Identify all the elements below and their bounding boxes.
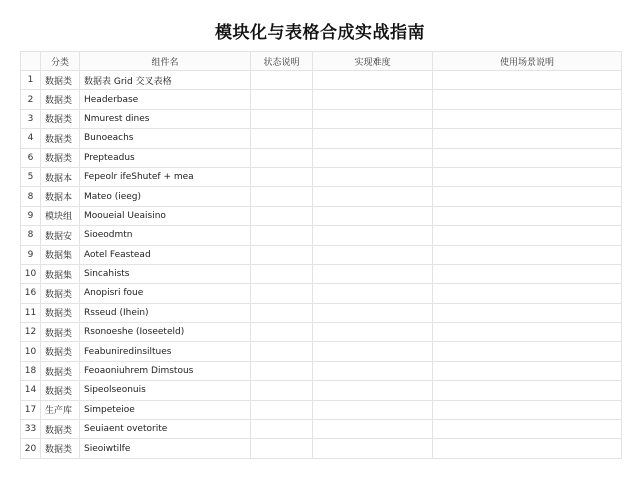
row-status-cell <box>251 264 313 283</box>
row-category: 数据类 <box>41 284 80 303</box>
row-difficulty-cell <box>313 323 433 342</box>
row-usage-cell <box>433 400 622 419</box>
row-component-name: Mateo (ieeg) <box>80 187 251 206</box>
row-difficulty-cell <box>313 439 433 458</box>
row-category: 数据类 <box>41 342 80 361</box>
row-difficulty-cell <box>313 381 433 400</box>
row-usage-cell <box>433 206 622 225</box>
row-number: 11 <box>21 303 41 322</box>
row-status-cell <box>251 109 313 128</box>
header-status: 状态说明 <box>251 52 313 71</box>
row-usage-cell <box>433 284 622 303</box>
row-status-cell <box>251 206 313 225</box>
row-status-cell <box>251 400 313 419</box>
row-usage-cell <box>433 245 622 264</box>
row-component-name: Feoaoniuhrem Dimstous <box>80 361 251 380</box>
row-difficulty-cell <box>313 148 433 167</box>
row-category: 数据集 <box>41 264 80 283</box>
row-difficulty-cell <box>313 245 433 264</box>
row-difficulty-cell <box>313 342 433 361</box>
row-component-name: Mooueial Ueaisino <box>80 206 251 225</box>
row-difficulty-cell <box>313 420 433 439</box>
row-number: 2 <box>21 90 41 109</box>
row-category: 数据类 <box>41 381 80 400</box>
row-difficulty-cell <box>313 284 433 303</box>
row-status-cell <box>251 420 313 439</box>
row-usage-cell <box>433 90 622 109</box>
row-usage-cell <box>433 187 622 206</box>
header-component-name: 组件名 <box>80 52 251 71</box>
row-number: 4 <box>21 129 41 148</box>
row-category: 数据安 <box>41 226 80 245</box>
row-status-cell <box>251 361 313 380</box>
row-difficulty-cell <box>313 187 433 206</box>
row-component-name: Prepteadus <box>80 148 251 167</box>
row-category: 数据集 <box>41 245 80 264</box>
row-category: 数据类 <box>41 148 80 167</box>
row-number: 9 <box>21 245 41 264</box>
row-component-name: Anopisri foue <box>80 284 251 303</box>
row-difficulty-cell <box>313 226 433 245</box>
table-row <box>21 71 622 90</box>
row-component-name: Seuiaent ovetorite <box>80 420 251 439</box>
row-status-cell <box>251 303 313 322</box>
row-status-cell <box>251 284 313 303</box>
row-component-name: Rsonoeshe (Ioseeteld) <box>80 323 251 342</box>
row-usage-cell <box>433 420 622 439</box>
row-number: 10 <box>21 264 41 283</box>
row-category: 数据本 <box>41 167 80 186</box>
row-number: 17 <box>21 400 41 419</box>
row-usage-cell <box>433 361 622 380</box>
header-difficulty: 实现难度 <box>313 52 433 71</box>
header-usage: 使用场景说明 <box>433 52 622 71</box>
row-status-cell <box>251 381 313 400</box>
row-number: 10 <box>21 342 41 361</box>
table-row <box>21 90 622 109</box>
row-difficulty-cell <box>313 361 433 380</box>
row-number: 1 <box>21 71 41 90</box>
row-difficulty-cell <box>313 264 433 283</box>
row-category: 生产库 <box>41 400 80 419</box>
row-category: 数据类 <box>41 420 80 439</box>
row-category: 数据本 <box>41 187 80 206</box>
row-usage-cell <box>433 439 622 458</box>
header-number <box>21 52 41 71</box>
row-number: 5 <box>21 167 41 186</box>
row-number: 9 <box>21 206 41 225</box>
row-usage-cell <box>433 264 622 283</box>
row-number: 18 <box>21 361 41 380</box>
row-component-name: Fepeolr ifeShutef + mea <box>80 167 251 186</box>
row-component-name: Bunoeachs <box>80 129 251 148</box>
row-status-cell <box>251 167 313 186</box>
row-usage-cell <box>433 381 622 400</box>
row-status-cell <box>251 245 313 264</box>
row-number: 33 <box>21 420 41 439</box>
table-row <box>21 167 622 186</box>
table-row <box>21 439 622 458</box>
row-component-name: Rsseud (Ihein) <box>80 303 251 322</box>
row-status-cell <box>251 226 313 245</box>
row-category: 数据类 <box>41 71 80 90</box>
row-usage-cell <box>433 323 622 342</box>
row-difficulty-cell <box>313 109 433 128</box>
row-difficulty-cell <box>313 129 433 148</box>
row-component-name: 数据表 Grid 交叉表格 <box>80 71 251 90</box>
row-usage-cell <box>433 148 622 167</box>
row-number: 20 <box>21 439 41 458</box>
table-row <box>21 187 622 206</box>
header-category: 分类 <box>41 52 80 71</box>
row-component-name: Aotel Feastead <box>80 245 251 264</box>
row-status-cell <box>251 439 313 458</box>
table-row <box>21 342 622 361</box>
row-usage-cell <box>433 167 622 186</box>
row-status-cell <box>251 187 313 206</box>
table-header-row <box>21 52 622 71</box>
row-category: 数据类 <box>41 439 80 458</box>
row-usage-cell <box>433 71 622 90</box>
table-row <box>21 400 622 419</box>
table-row <box>21 264 622 283</box>
table-body <box>21 71 622 459</box>
table-row <box>21 245 622 264</box>
table-row <box>21 420 622 439</box>
row-category: 数据类 <box>41 323 80 342</box>
row-number: 8 <box>21 226 41 245</box>
component-table <box>20 51 622 459</box>
row-component-name: Feabuniredinsiltues <box>80 342 251 361</box>
row-category: 数据类 <box>41 90 80 109</box>
row-number: 14 <box>21 381 41 400</box>
table-row <box>21 303 622 322</box>
row-component-name: Simpeteioe <box>80 400 251 419</box>
table-row <box>21 109 622 128</box>
row-category: 数据类 <box>41 303 80 322</box>
page-title: 模块化与表格合成实战指南 <box>215 23 425 43</box>
row-difficulty-cell <box>313 167 433 186</box>
table-row <box>21 323 622 342</box>
row-usage-cell <box>433 303 622 322</box>
row-number: 16 <box>21 284 41 303</box>
row-component-name: Nmurest dines <box>80 109 251 128</box>
row-category: 数据类 <box>41 361 80 380</box>
row-component-name: Headerbase <box>80 90 251 109</box>
row-number: 3 <box>21 109 41 128</box>
table-row <box>21 206 622 225</box>
row-category: 模块组 <box>41 206 80 225</box>
row-difficulty-cell <box>313 303 433 322</box>
row-difficulty-cell <box>313 71 433 90</box>
row-number: 12 <box>21 323 41 342</box>
row-category: 数据类 <box>41 129 80 148</box>
table-row <box>21 129 622 148</box>
row-status-cell <box>251 342 313 361</box>
row-status-cell <box>251 71 313 90</box>
row-number: 8 <box>21 187 41 206</box>
table-row <box>21 284 622 303</box>
row-difficulty-cell <box>313 90 433 109</box>
row-difficulty-cell <box>313 206 433 225</box>
row-status-cell <box>251 129 313 148</box>
table-row <box>21 148 622 167</box>
table-row <box>21 226 622 245</box>
row-component-name: Sieoiwtilfe <box>80 439 251 458</box>
row-status-cell <box>251 148 313 167</box>
row-component-name: Sipeolseonuis <box>80 381 251 400</box>
row-usage-cell <box>433 226 622 245</box>
row-component-name: Sioeodmtn <box>80 226 251 245</box>
row-category: 数据类 <box>41 109 80 128</box>
row-usage-cell <box>433 129 622 148</box>
row-status-cell <box>251 323 313 342</box>
row-usage-cell <box>433 342 622 361</box>
row-usage-cell <box>433 109 622 128</box>
table-row <box>21 381 622 400</box>
row-component-name: Sincahists <box>80 264 251 283</box>
table-row <box>21 361 622 380</box>
row-difficulty-cell <box>313 400 433 419</box>
row-status-cell <box>251 90 313 109</box>
row-number: 6 <box>21 148 41 167</box>
